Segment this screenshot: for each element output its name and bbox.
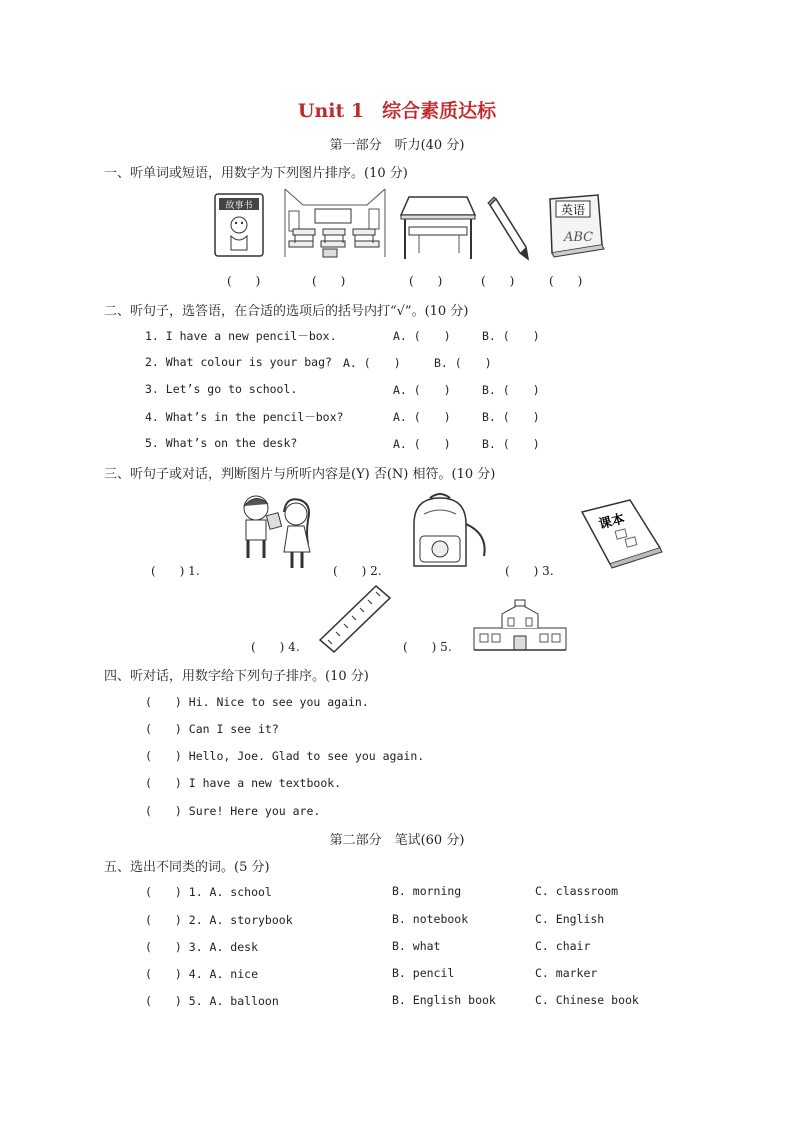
sec4-item-2[interactable]: ( ) Can I see it? xyxy=(145,722,279,736)
sec2-q2-a[interactable]: A. ( ) xyxy=(343,356,401,370)
storybook-label: 故事书 xyxy=(225,201,253,211)
children-picture xyxy=(226,494,326,572)
sec5-item-5-c: C. Chinese book xyxy=(535,993,639,1007)
sec2-q3: 3. Let’s go to school. xyxy=(145,382,298,396)
sec5-item-4[interactable]: ( ) 4. A. nice xyxy=(145,967,259,981)
sec2-q1-a[interactable]: A. ( ) xyxy=(393,329,451,343)
sec2-q4-a[interactable]: A. ( ) xyxy=(393,410,451,424)
desk-picture xyxy=(399,195,477,261)
sec2-q3-b[interactable]: B. ( ) xyxy=(482,383,540,397)
sec2-q2: 2. What colour is your bag? xyxy=(145,355,332,369)
textbook-label: 课本 xyxy=(597,511,627,533)
ruler-picture xyxy=(318,584,392,654)
sec2-q4-b[interactable]: B. ( ) xyxy=(482,410,540,424)
abc-label: ABC xyxy=(564,230,594,245)
sec2-q4: 4. What’s in the pencil－box? xyxy=(145,410,344,424)
sec4-item-3[interactable]: ( ) Hello, Joe. Glad to see you again. xyxy=(145,749,425,763)
sec5-item-2-c: C. English xyxy=(535,912,605,926)
sec2-q1-b[interactable]: B. ( ) xyxy=(482,329,540,343)
sec3-item-5[interactable]: ( ) 5. xyxy=(403,640,452,654)
sec5-item-5-b: B. English book xyxy=(392,993,496,1007)
sec5-item-1-b: B. morning xyxy=(392,884,462,898)
sec2-heading: 二、听句子，选答语，在合适的选项后的括号内打“√”。(10 分) xyxy=(104,304,469,319)
sec3-heading: 三、听句子或对话，判断图片与所听内容是(Y) 否(N) 相符。(10 分) xyxy=(104,467,496,482)
sec5-item-1[interactable]: ( ) 1. A. school xyxy=(145,885,272,899)
unit-label: Unit 1 xyxy=(297,100,365,122)
sec2-q5-a[interactable]: A. ( ) xyxy=(393,437,451,451)
sec4-item-1[interactable]: ( ) Hi. Nice to see you again. xyxy=(145,695,369,709)
sec2-q3-a[interactable]: A. ( ) xyxy=(393,383,451,397)
english-book-label: 英语 xyxy=(560,203,586,217)
sec3-item-2[interactable]: ( ) 2. xyxy=(333,564,382,578)
sec2-q1: 1. I have a new pencil－box. xyxy=(145,329,337,343)
sec3-item-1[interactable]: ( ) 1. xyxy=(151,564,200,578)
sec1-blank-1[interactable]: ( ) xyxy=(227,274,261,288)
sec5-item-3[interactable]: ( ) 3. A. desk xyxy=(145,940,259,954)
unit-name: 综合素质达标 xyxy=(382,100,497,122)
sec3-item-3[interactable]: ( ) 3. xyxy=(505,564,554,578)
sec1-blank-5[interactable]: ( ) xyxy=(549,274,583,288)
sec4-item-4[interactable]: ( ) I have a new textbook. xyxy=(145,776,342,790)
sec5-heading: 五、选出不同类的词。(5 分) xyxy=(104,860,270,875)
sec2-q2-b[interactable]: B. ( ) xyxy=(434,356,492,370)
sec2-q5: 5. What’s on the desk? xyxy=(145,436,298,450)
sec5-item-4-c: C. marker xyxy=(535,966,598,980)
sec1-blank-3[interactable]: ( ) xyxy=(409,274,443,288)
textbook-picture xyxy=(578,498,664,570)
sec1-heading: 一、听单词或短语，用数字为下列图片排序。(10 分) xyxy=(104,166,408,181)
storybook-picture xyxy=(213,192,265,258)
school-picture xyxy=(472,598,568,652)
part1-heading: 第一部分 听力(40 分) xyxy=(329,138,465,153)
sec5-item-1-c: C. classroom xyxy=(535,884,619,898)
sec5-item-2-b: B. notebook xyxy=(392,912,469,926)
backpack-picture xyxy=(402,494,490,572)
part2-heading: 第二部分 笔试(60 分) xyxy=(329,833,465,848)
sec5-item-4-b: B. pencil xyxy=(392,966,455,980)
page-title xyxy=(0,96,794,123)
sec5-item-3-c: C. chair xyxy=(535,939,591,953)
classroom-picture xyxy=(283,187,387,259)
sec5-item-5[interactable]: ( ) 5. A. balloon xyxy=(145,994,279,1008)
sec5-item-2[interactable]: ( ) 2. A. storybook xyxy=(145,913,293,927)
sec4-item-5[interactable]: ( ) Sure! Here you are. xyxy=(145,804,321,818)
pencil-picture xyxy=(486,195,532,261)
sec3-item-4[interactable]: ( ) 4. xyxy=(251,640,300,654)
english-book-picture xyxy=(542,193,606,257)
sec4-heading: 四、听对话，用数字给下列句子排序。(10 分) xyxy=(104,669,369,684)
sec5-item-3-b: B. what xyxy=(392,939,441,953)
sec2-q5-b[interactable]: B. ( ) xyxy=(482,437,540,451)
sec1-blank-4[interactable]: ( ) xyxy=(481,274,515,288)
sec1-blank-2[interactable]: ( ) xyxy=(312,274,346,288)
